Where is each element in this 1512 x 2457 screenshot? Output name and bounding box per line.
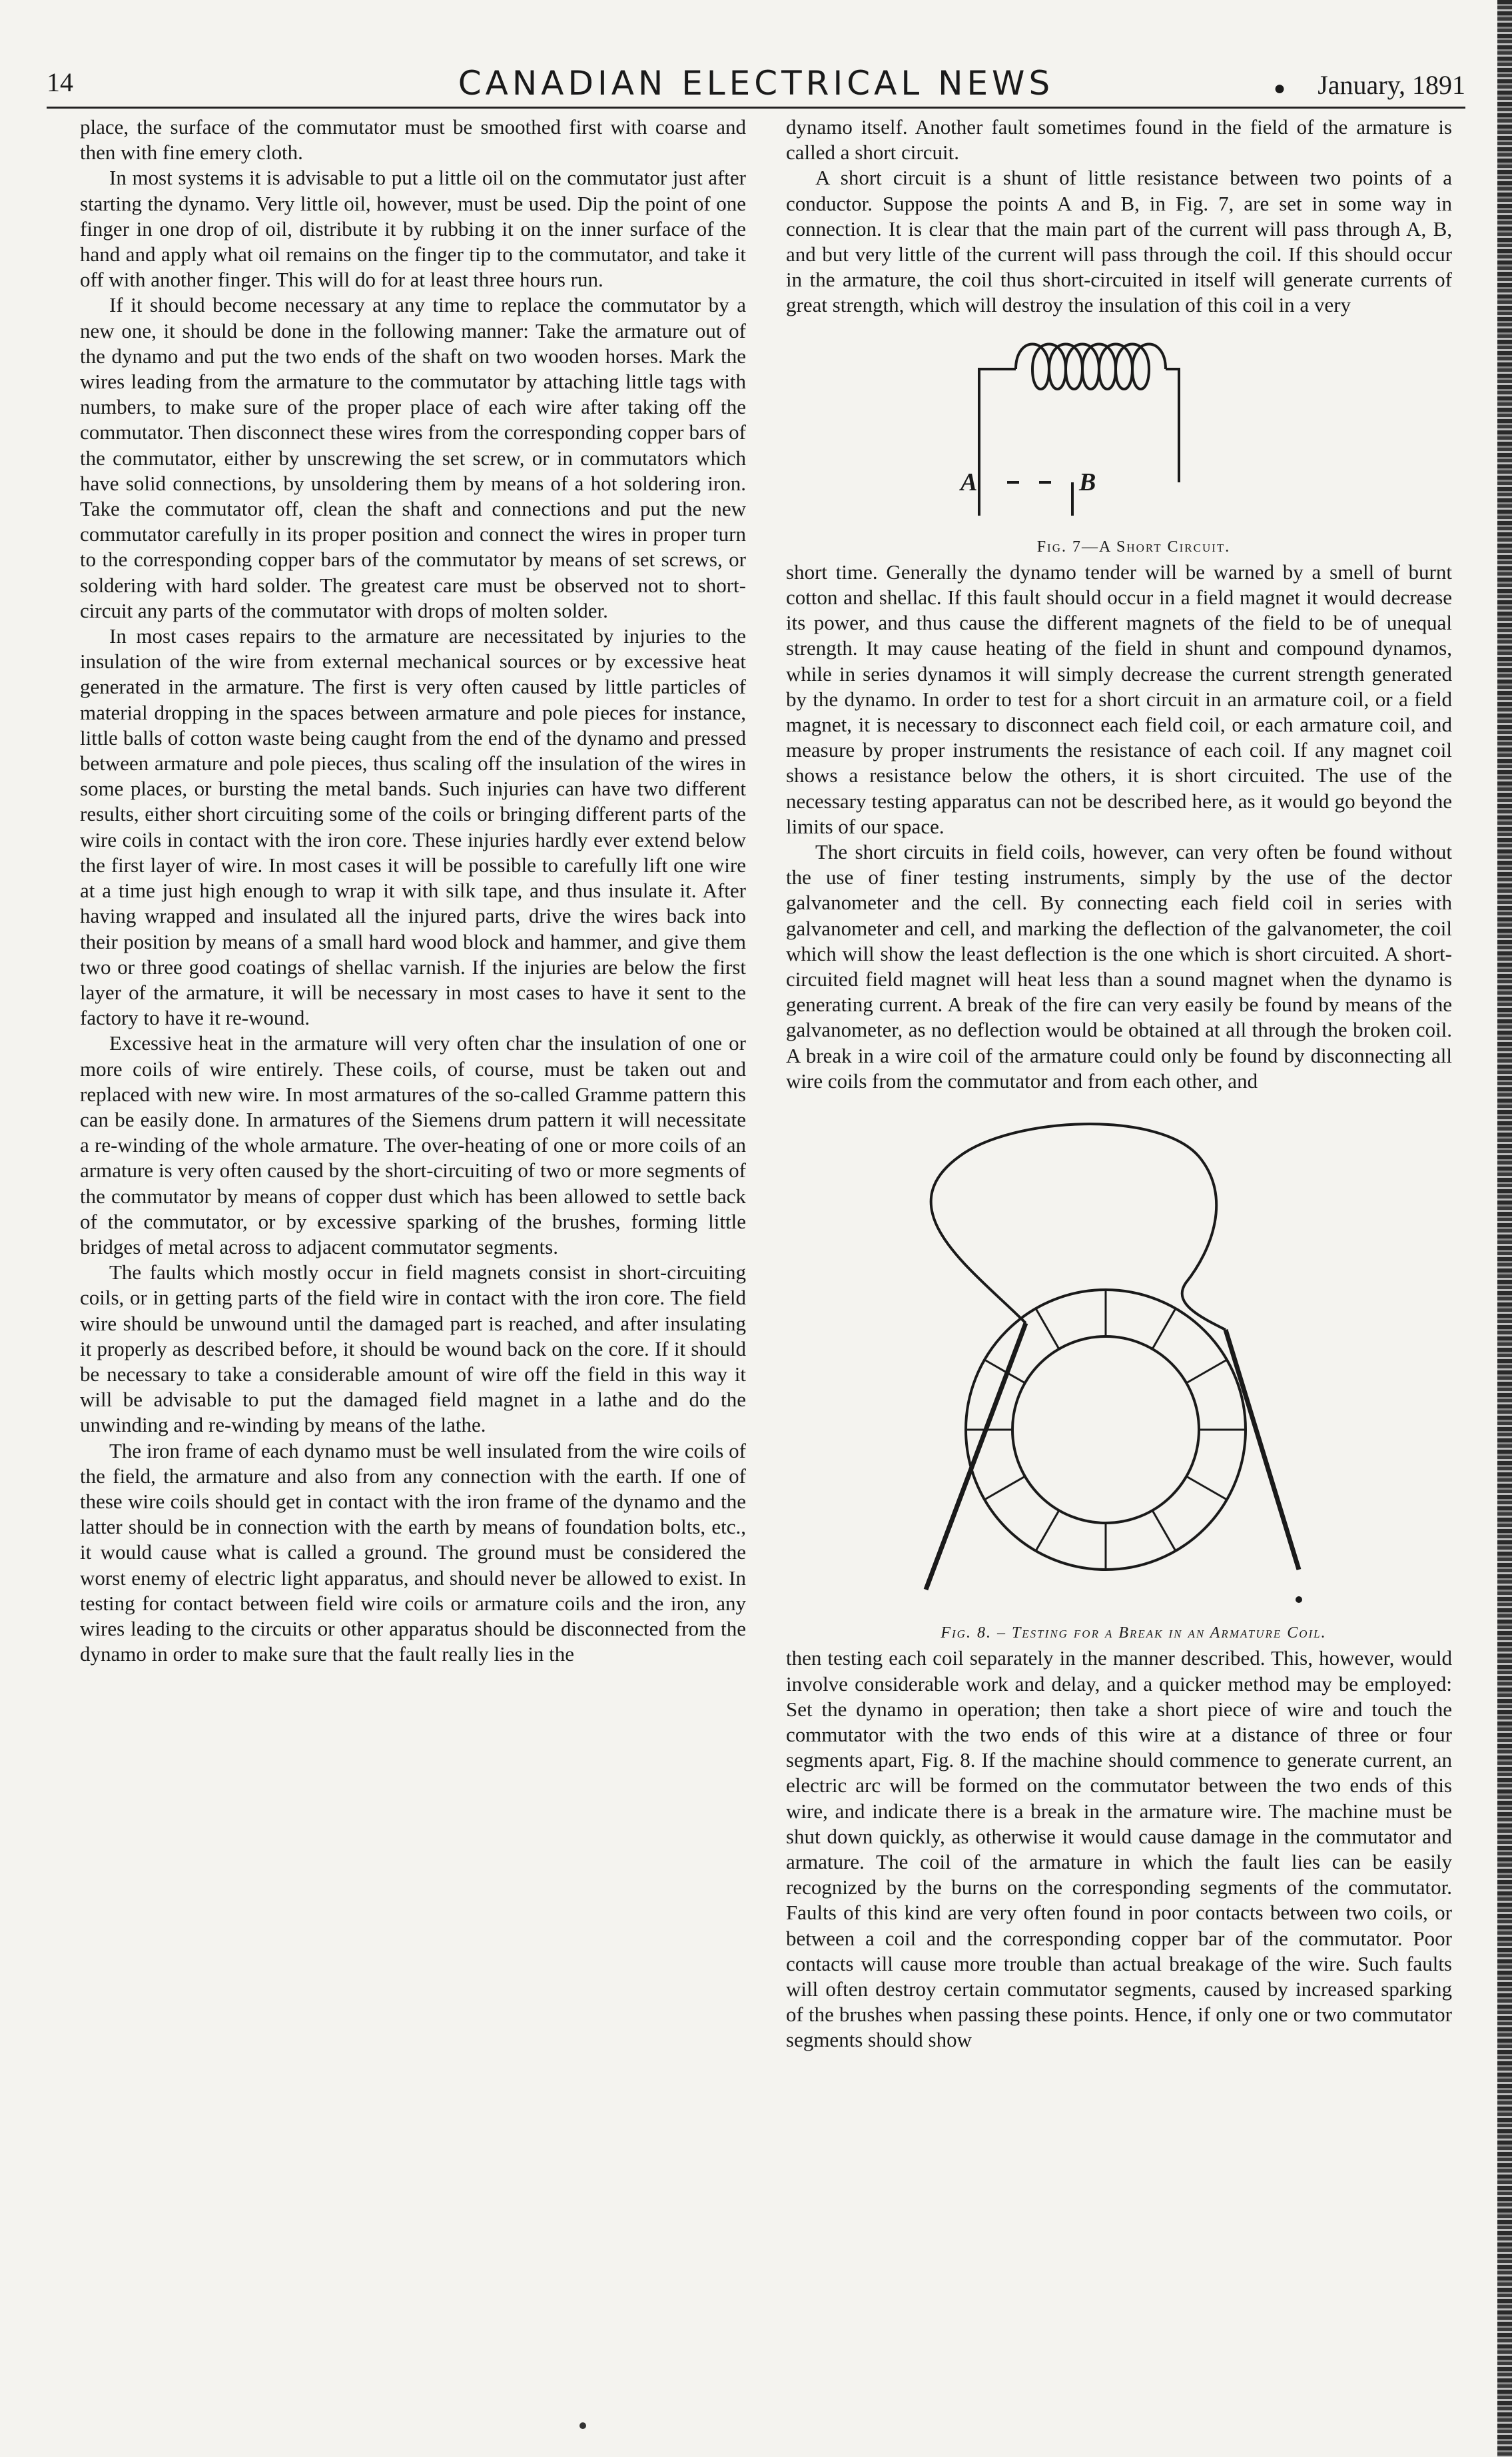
figure-8-caption: Fig. 8. – Testing for a Break in an Armature Coil. [941,1624,1327,1642]
coil-winding [1016,344,1166,389]
commutator-segments [966,1290,1246,1570]
left-column [80,115,746,2393]
ink-mark [579,2422,586,2429]
short-circuit-diagram [786,322,1452,516]
ink-mark [1296,1596,1302,1603]
ornament-dot: ● [1274,77,1286,99]
armature-coil-diagram [786,1110,1452,1616]
header-rule [47,107,1465,109]
paragraph: dynamo itself. Another fault sometimes found in the field of the armature is called a short circuit. [786,115,1452,165]
paragraph: place, the surface of the commutator must be smoothed first with coarse and then with fine emery cloth. [80,115,746,165]
paragraph: then testing each coil separately in the manner described. This, however, would involve considerable work and delay, and a quicker method may be employed: Set the dynamo in operation; then take a short piece of wire and touch the commutator with the two ends of this wire at a distance of three or four segments apart, Fig. 8. If the machine should commence to generate current, an electric arc will be formed on the commutator between the two ends of this wire, and indicate there is a break in the armature wire. The machine must be shut down quickly, as otherwise it would cause damage in the commutator and armature. The coil of the armature in which the fault lies can be easily recognized by the burns on the corresponding segments of the commutator. Faults of this kind are very often found in poor contacts between two coils, or between a coil and the corresponding copper bar of the commutator. Poor contacts will cause more trouble than actual breakage of the wire. Such faults will often destroy certain commutator segments, caused by increased sparking of the brushes when passing these points. Hence, if only one or two commutator segments should show [786,1646,1452,2052]
right-column [786,115,1452,2406]
label-b: B [1079,468,1096,496]
paragraph: The faults which mostly occur in field magnets consist in short-circuiting coils, or in getting parts of the field wire in contact with the iron core. The field wire should be unwound until the damaged part is reached, and after insulating it properly as described before, it should be wound back on the core. If it should be necessary to take a considerable amount of wire off the field in this way it will be advisable to put the damaged field magnet in a lathe and do the unwinding and re-winding by means of the lathe. [80,1260,746,1437]
figure-short-circuit [786,322,1452,529]
paragraph: In most cases repairs to the armature are necessitated by injuries to the insulation of the wire from external mechanical sources or by excessive heat generated in the armature. The first is very often caused by little particles of material dropping in the spaces between armature and pole pieces for instance, little balls of cotton waste being caught from the end of the dynamo and pressed between armature and pole pieces, thus scaling off the insulation of the wires in some places, or bursting the metal bands. Such injuries can have two different results, either short circuiting some of the coils or bringing different parts of the wire coils in contact with the iron core. These injuries hardly ever extend below the first layer of wire. In most cases it will be possible to carefully lift one wire at a time just high enough to wrap it with silk tape, and thus insulate it. After having wrapped and insulated all the injured parts, drive the wires back into their position by means of a small hard wood block and hammer, and give them two or three good coatings of shellac varnish. If the injuries are below the first layer of the armature, it will be necessary in most cases to have it sent to the factory to have it re-wound. [80,624,746,1030]
paragraph: The iron frame of each dynamo must be well insulated from the wire coils of the field, the armature and also from any connection with the earth. If one of these wire coils should get in contact with the iron frame of the dynamo and the latter should be in connection with the earth by means of foundation bolts, etc., it would cause what is called a ground. The ground must be considered the worst enemy of electric light apparatus, and should never be allowed to exist. In testing for contact between field wire coils or armature coils and the iron, any wires leading to the circuits or other apparatus should be disconnected from the dynamo in order to make sure that the fault really lies in the [80,1438,746,1666]
lead-wire-b [1166,369,1179,482]
paragraph: short time. Generally the dynamo tender will be warned by a smell of burnt cotton and shellac. If this fault should occur in a field magnet it would decrease its power, and thus cause the different magnets of the field to be of unequal strength. It may cause heating of the field in shunt and compound dynamos, while in series dynamos it will simply decrease the current strength generated by the dynamo. In order to test for a short circuit in an armature coil, or a field magnet, it is necessary to disconnect each field coil, or each armature coil, and measure by proper instruments the resistance of each coil. If any magnet coil shows a resistance below the others, it is short circuited. The use of the necessary testing apparatus can not be described here, as it would go beyond the limits of our space. [786,560,1452,838]
commutator-inner [1012,1336,1199,1523]
publication-title: CANADIAN ELECTRICAL NEWS [458,64,1054,103]
figure-7-caption: Fig. 7—A Short Circuit. [1036,538,1231,556]
page-number: 14 [47,67,73,97]
paragraph: A short circuit is a shunt of little resistance between two points of a conductor. Suppose the points A and B, in Fig. 7, are set in some way in connection. It is clear that the main part of the current will pass through A, B, and but very little of the current will pass through the coil. If this should occur in the armature, the coil thus short-circuited in itself will generate currents of great strength, which will destroy the insulation of this coil in a very [786,166,1452,317]
test-wire-loop [931,1124,1226,1330]
lead-wire-a [979,369,1016,482]
paragraph: In most systems it is advisable to put a little oil on the commutator just after starting the dynamo. Very little oil, however, must be used. Dip the point of one finger in one drop of oil, distribute it by rubbing it on the inner surface of the hand and apply what oil remains on the finger tip to the commutator, and take it off with another finger. This will do for at least three hours run. [80,166,746,292]
paragraph: The short circuits in field coils, however, can very often be found without the use of finer testing instruments, simply by the use of the dector galvanometer and the cell. By connecting each field coil in series with galvanometer and cell, and marking the deflection of the galvanometer, the coil which will show the least deflection is the one which is short circuited. A short-circuited field magnet will heat less than a sound magnet when the dynamo is generating current. A break of the fire can very easily be found by means of the galvanometer, as no deflection would be obtained at all through the broken coil. A break in a wire coil of the armature could only be found by disconnecting all wire coils from the commutator and from each other, and [786,840,1452,1093]
label-a: A [960,468,978,496]
wire-end-left [926,1323,1026,1590]
scanned-page-edge [1497,0,1512,2457]
wire-end-right [1226,1330,1299,1570]
paragraph: Excessive heat in the armature will very often char the insulation of one or more coils of wire entirely. These coils, of course, must be taken out and replaced with new wire. In most armatures of the so-called Gramme pattern this can be easily done. In armatures of the Siemens drum pattern it will necessitate a re-winding of the whole armature. The over-heating of one or more coils of an armature is very often caused by the short-circuiting of two or more segments of the commutator by means of copper dust which has been allowed to settle back of the commutator, or by excessive sparking of the brushes, forming little bridges of metal across to adjacent commutator segments. [80,1031,746,1258]
issue-date: January, 1891 [1318,70,1465,100]
figure-armature-test [786,1110,1452,1616]
paragraph: If it should become necessary at any time to replace the commutator by a new one, it should be done in the following manner: Take the armature out of the dynamo and put the two ends of the shaft on two wooden horses. Mark the wires leading from the armature to the commutator by attaching little tags with numbers, to make sure of the proper place of each wire after taking off the commutator. Then disconnect these wires from the corresponding copper bars of the commutator, either by unscrewing the set screw, or in commutators which have solid connections, by unsoldering them by means of a hot soldering iron. Take the commutator off, clean the shaft and connections and put the new commutator carefully in its proper position and connect the wires in proper turn to the corresponding copper bars of the commutator by means of set screws, or soldering with hard solder. The greatest care must be observed not to short-circuit any parts of the commutator with drops of molten solder. [80,293,746,622]
